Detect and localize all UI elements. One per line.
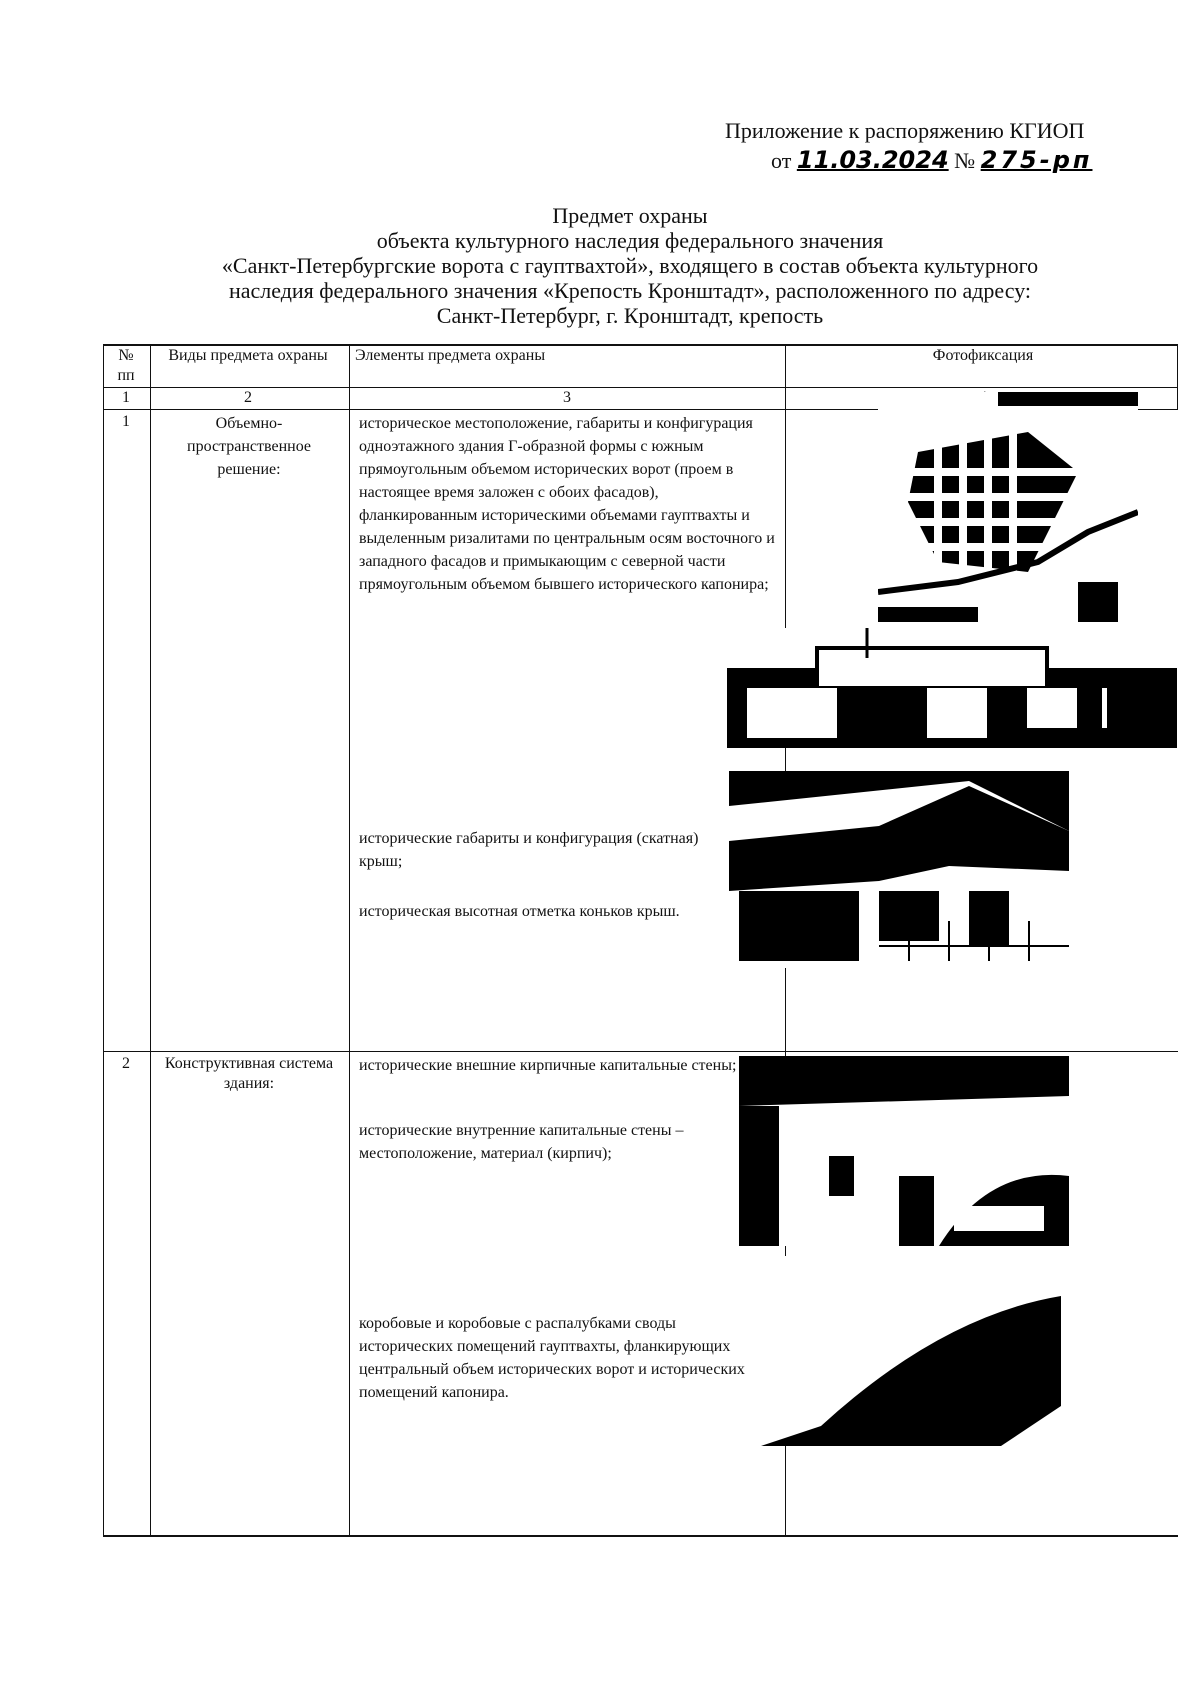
table-rule [103, 1051, 1178, 1052]
row-2-number: 2 [122, 1055, 130, 1072]
title-line-3: «Санкт-Петербургские ворота с гауптвахтой», входящего в состав объекта культурного [221, 253, 1039, 278]
row-2-element-1: исторические внешние кирпичные капитальные стены; [359, 1057, 737, 1074]
table-rule [150, 344, 151, 1537]
table-rule [349, 344, 350, 1537]
header-elements: Элементы предмета охраны [355, 347, 546, 364]
table-rule [1177, 344, 1178, 409]
title-line-5: Санкт-Петербург, г. Кронштадт, крепость [436, 303, 824, 328]
row-1-element-2: исторические габариты и конфигурация (скатная) крыш; [359, 830, 699, 870]
header-photo: Фотофиксация [932, 347, 1034, 364]
appendix-line: Приложение к распоряжению КГИОП [725, 118, 1085, 143]
row-1-element-1: историческое местоположение, габариты и конфигурация одноэтажного здания Г-образной формы с южным прямоугольным объемом исторических ворот (проем в настоящее время заложен с обоих фасадов), фланкированным историческими объемами гауптвахты и выделенным ризалитами по центральным осям восточного и западного фасадов и примыкающим с северной части прямоугольным объемом бывшего исторического капонира; [359, 415, 775, 593]
header-number: № пп [117, 347, 135, 384]
row-1-element-3: историческая высотная отметка коньков крыш. [359, 903, 680, 920]
row-1-number: 1 [122, 413, 130, 430]
photo-vaults [761, 1256, 1061, 1446]
header-type: Виды предмета охраны [168, 347, 328, 364]
site-plan-drawing [878, 392, 1138, 622]
col-number-3: 3 [563, 389, 571, 406]
col-number-1: 1 [122, 389, 130, 406]
facade-photo [727, 628, 1177, 748]
title-line-1: Предмет охраны [552, 203, 708, 228]
photo-building-facade [727, 628, 1177, 748]
vaults-photo [761, 1256, 1061, 1446]
title-line-2: объекта культурного наследия федерального значения [376, 228, 884, 253]
document-title [140, 203, 1120, 328]
handwritten-number: 275-рп [980, 146, 1093, 174]
handwritten-date: 11.03.2024 [796, 146, 949, 174]
date-prefix: от [771, 148, 792, 173]
col-number-2: 2 [244, 389, 252, 406]
protection-table [103, 344, 1178, 1537]
table-rule [103, 344, 104, 1537]
photo-roof-view [729, 771, 1069, 968]
order-line [771, 146, 1121, 174]
number-prefix: № [954, 148, 976, 173]
row-2-element-2: исторические внутренние капитальные стены – местоположение, материал (кирпич); [359, 1122, 684, 1162]
row-2-type: Конструктивная система здания: [164, 1055, 334, 1092]
roof-photo [729, 771, 1069, 968]
row-2-element-3: коробовые и коробовые с распалубками своды исторических помещений гауптвахты, фланкирующих центральный объем исторических ворот и исторических помещений капонира. [359, 1315, 745, 1401]
photo-site-plan [878, 392, 1138, 622]
walls-photo [739, 1056, 1069, 1246]
row-1-type: Объемно-пространственное решение: [187, 415, 311, 478]
title-line-4: наследия федерального значения «Крепость Кронштадт», расположенного по адресу: [228, 278, 1032, 303]
photo-walls [739, 1056, 1069, 1246]
table-rule [103, 1535, 1178, 1537]
